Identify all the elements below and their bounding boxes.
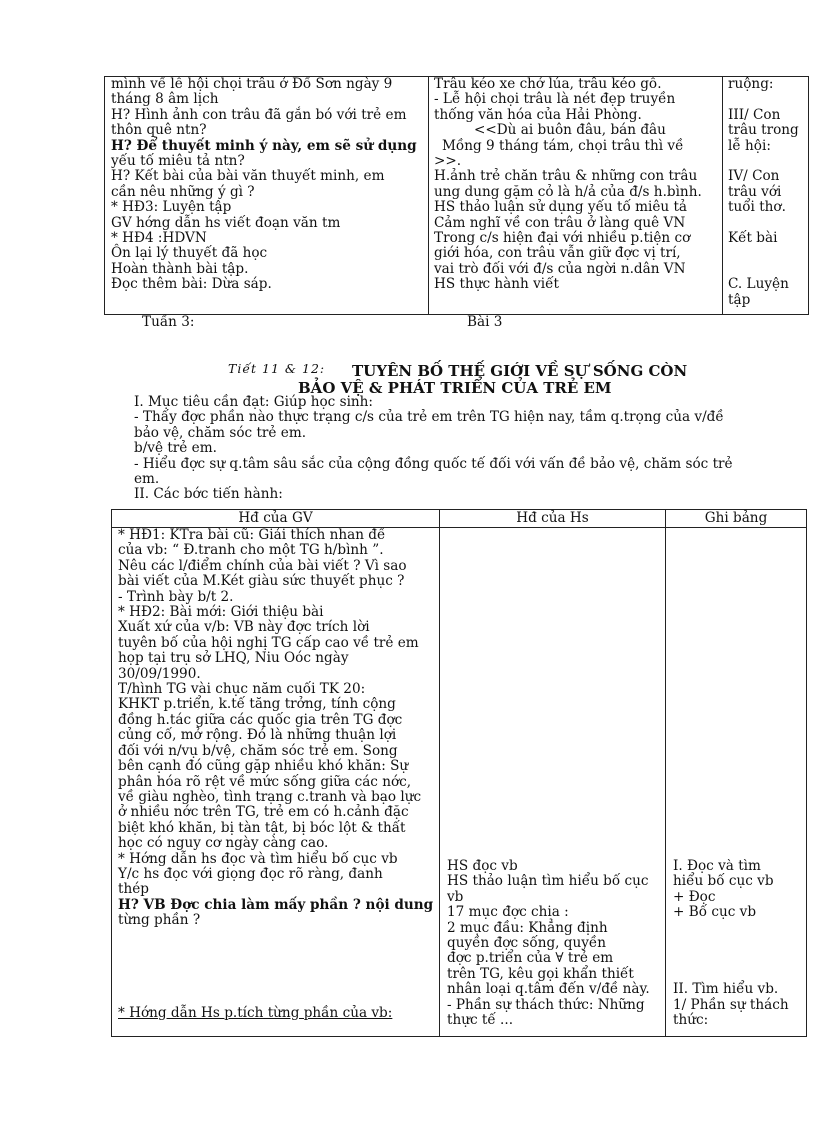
teacher-activity-cell	[105, 77, 428, 314]
week-label: Tuần 3:	[142, 314, 195, 330]
text-line: 30/09/1990.	[118, 665, 201, 682]
table-border-top	[111, 509, 807, 510]
text-line: yếu tố miêu tả ntn?	[111, 153, 245, 170]
text-line: quyền đợc sống, quyền	[447, 935, 607, 952]
objective-item: - Thấy đợc phần nào thực trạng c/s của trẻ em trên TG hiện nay, tầm q.trọng của v/đề	[134, 409, 724, 426]
table-border-right	[806, 509, 807, 1037]
text-line: tập	[728, 291, 751, 308]
objective-item: bảo vệ, chăm sóc trẻ em.	[134, 424, 307, 441]
blank-line	[673, 936, 802, 951]
text-line: IV/ Con	[728, 168, 780, 185]
text-line: GV hớng dẫn hs viết đoạn văn tm	[111, 214, 341, 231]
lesson-number: Bài 3	[467, 314, 503, 330]
text-line: của vb: “ Đ.tranh cho một TG h/bình ”.	[118, 542, 384, 559]
text-line: I. Đọc và tìm	[673, 859, 761, 874]
objective-item: b/vệ trẻ em.	[134, 440, 217, 457]
lesson-title-line2: BẢO VỆ & PHÁT TRIỂN CỦA TRẺ EM	[298, 379, 612, 397]
text-line: + Bố cục vb	[673, 904, 757, 921]
text-line: thức:	[673, 1012, 709, 1029]
text-line: Nêu các l/điểm chính của bài viết ? Vì sao	[118, 557, 407, 574]
text-line: 17 mục đợc chia :	[447, 904, 569, 921]
text-line: thép	[118, 881, 149, 898]
text-line	[728, 154, 804, 169]
text-line: về giàu nghèo, tình trạng c.tranh và bạo lực	[118, 788, 422, 805]
column-header-board: Ghi bảng	[704, 510, 768, 526]
text-line	[728, 216, 804, 231]
student-activity-cell	[429, 77, 722, 314]
text-line: ruộng:	[728, 77, 774, 92]
text-line: từng phần ?	[118, 912, 201, 929]
text-line	[728, 246, 804, 261]
text-line: giới hóa, con trâu vẫn giữ đợc vị trí,	[434, 245, 681, 262]
text-line	[728, 262, 804, 277]
table-border-right	[808, 76, 809, 315]
blank-line	[118, 944, 435, 959]
text-line: trâu với	[728, 183, 782, 200]
text-line: đồng h.tác giữa các quốc gia trên TG đợc	[118, 711, 403, 728]
text-line: ung dung gặm cỏ là h/ả của đ/s h.bình.	[434, 183, 702, 200]
activity-heading-hd3: * HĐ3: Luyện tập	[111, 199, 232, 216]
blank-line	[118, 929, 435, 944]
text-line: HS thực hành viết	[434, 276, 559, 293]
objectives-section	[134, 395, 794, 503]
text-line: trên TG, kêu gọi khẩn thiết	[447, 965, 634, 982]
text-line: * Hớng dẫn hs đọc và tìm hiểu bố cục vb	[118, 850, 398, 867]
text-line: * Hớng dẫn Hs p.tích từng phần của vb:	[118, 1004, 393, 1021]
objectives-heading: I. Mục tiêu cần đạt: Giúp học sinh:	[134, 394, 374, 410]
text-line: mình về lễ hội chọi trâu ở Đồ Sơn ngày 9	[111, 77, 393, 92]
column-header-teacher: Hđ của GV	[238, 510, 313, 526]
text-line: - Lễ hội chọi trâu là nét đẹp truyền	[434, 91, 676, 108]
student-activity-cell	[440, 859, 665, 1036]
text-line: tháng 8 âm lịch	[111, 91, 219, 108]
text-line: H? Hình ảnh con trâu đã gắn bó với trẻ em	[111, 106, 407, 123]
text-line: hiểu bố cục vb	[673, 873, 774, 890]
text-line: Y/c hs đọc với giọng đọc rõ ràng, đanh	[118, 865, 383, 882]
table-border-bottom	[104, 314, 809, 315]
text-line: Trâu kéo xe chở lúa, trâu kéo gỗ.	[434, 77, 662, 92]
text-line: đợc p.triển của ∀ trẻ em	[447, 950, 614, 967]
text-line: C. Luyện	[728, 276, 789, 293]
text-line: trâu trong	[728, 122, 799, 139]
text-line: thực tế ...	[447, 1012, 514, 1029]
question-line: H? VB Đợc chia làm mấy phần ? nội dung	[118, 896, 434, 913]
text-line: thống văn hóa của Hải Phòng.	[434, 106, 642, 123]
text-line: <<Dù ai buôn đâu, bán đâu	[474, 122, 666, 139]
text-line: cần nêu những ý gì ?	[111, 183, 255, 200]
text-line: Trong c/s hiện đại với nhiều p.tiện cơ	[434, 230, 691, 247]
text-line: Cảm nghĩ về con trâu ở làng quê VN	[434, 214, 686, 231]
blank-line	[673, 921, 802, 936]
blank-line	[673, 967, 802, 982]
blank-line	[118, 959, 435, 974]
text-line: biệt khó khăn, bị tàn tật, bị bóc lột & thất	[118, 819, 406, 836]
lesson-title-line1: TUYÊN BỐ THẾ GIỚI VỀ SỰ SỐNG CÒN	[352, 362, 688, 380]
text-line: vai trò đối với đ/s của ngời n.dân VN	[434, 260, 686, 277]
activity-heading-hd2: * HĐ2: Bài mới: Giới thiệu bài	[118, 604, 324, 621]
activity-heading-hd4: * HĐ4 :HDVN	[111, 230, 207, 247]
activity-heading-hd1: * HĐ1: KTra bài cũ: Giải thích nhan đề	[118, 528, 386, 543]
text-line: ở nhiều nớc trên TG, trẻ em có h.cảnh đặc	[118, 804, 409, 821]
text-line: tuổi thơ.	[728, 199, 786, 216]
text-line: T/hình TG vài chục năm cuối TK 20:	[118, 681, 366, 698]
text-line: 2 mục đầu: Khẳng định	[447, 919, 608, 936]
text-line: III/ Con	[728, 106, 781, 123]
text-line	[728, 92, 804, 107]
table-border-bottom	[111, 1036, 807, 1037]
text-line: >>.	[434, 153, 462, 170]
teacher-activity-cell	[112, 528, 439, 1036]
text-line: II. Tìm hiểu vb.	[673, 981, 779, 998]
text-line: Kết bài	[728, 230, 778, 247]
text-line: KHKT p.triển, k.tế tăng trởng, tính cộng	[118, 696, 396, 713]
column-header-student: Hđ của Hs	[516, 510, 589, 526]
question-line: H? Để thuyết minh ý này, em sẽ sử dụng	[111, 137, 417, 154]
text-line: HS thảo luận tìm hiểu bố cục	[447, 873, 649, 890]
text-line: củng cố, mở rộng. Đó là những thuận lợi	[118, 727, 397, 744]
objective-item: em.	[134, 471, 160, 488]
steps-heading: II. Các bớc tiến hành:	[134, 486, 283, 503]
period-label: Tiết 11 & 12:	[228, 360, 326, 376]
text-line: tuyên bố của hội nghị TG cấp cao về trẻ em	[118, 634, 419, 651]
text-line: + Đọc	[673, 888, 716, 905]
blank-line	[118, 975, 435, 990]
text-line: phân hóa rõ rệt về mức sống giữa các nớc,	[118, 773, 412, 790]
blank-line	[118, 990, 435, 1005]
text-line: vb	[447, 888, 464, 905]
text-line: đối với n/vụ b/vệ, chăm sóc trẻ em. Song	[118, 742, 398, 759]
text-line: nhân loại q.tâm đến v/đề này.	[447, 981, 650, 998]
text-line: 1/ Phần sự thách	[673, 996, 789, 1013]
text-line: - Phần sự thách thức: Những	[447, 996, 645, 1013]
text-line: lễ hội:	[728, 137, 771, 154]
blank-line	[673, 951, 802, 966]
text-line: HS thảo luận sử dụng yếu tố miêu tả	[434, 199, 688, 216]
text-line: H.ảnh trẻ chăn trâu & những con trâu	[434, 168, 698, 185]
text-line: họp tại trụ sở LHQ, Niu Oóc ngày	[118, 650, 349, 667]
board-notes-cell	[723, 77, 808, 314]
text-line: Hoàn thành bài tập.	[111, 260, 249, 277]
text-line: thôn quê ntn?	[111, 122, 207, 139]
text-line: Mồng 9 tháng tám, chọi trâu thì về	[442, 137, 684, 154]
text-line: Xuất xứ của v/b: VB này đợc trích lời	[118, 619, 370, 636]
text-line: Đọc thêm bài: Dừa sáp.	[111, 276, 272, 293]
text-line: HS đọc vb	[447, 859, 518, 874]
text-line: bài viết của M.Két giàu sức thuyết phục ?	[118, 573, 405, 590]
text-line: bên cạnh đó cũng gặp nhiều khó khăn: Sự	[118, 758, 409, 775]
text-line: Ôn lại lý thuyết đã học	[111, 245, 268, 262]
objective-item: - Hiểu đợc sự q.tâm sâu sắc của cộng đồng quốc tế đối với vấn đề bảo vệ, chăm sóc trẻ	[134, 455, 733, 472]
text-line: H? Kết bài của bài văn thuyết minh, em	[111, 168, 385, 185]
text-line: - Trình bày b/t 2.	[118, 588, 234, 605]
board-notes-cell	[666, 859, 806, 1036]
text-line: học có nguy cơ ngày càng cao.	[118, 835, 329, 852]
